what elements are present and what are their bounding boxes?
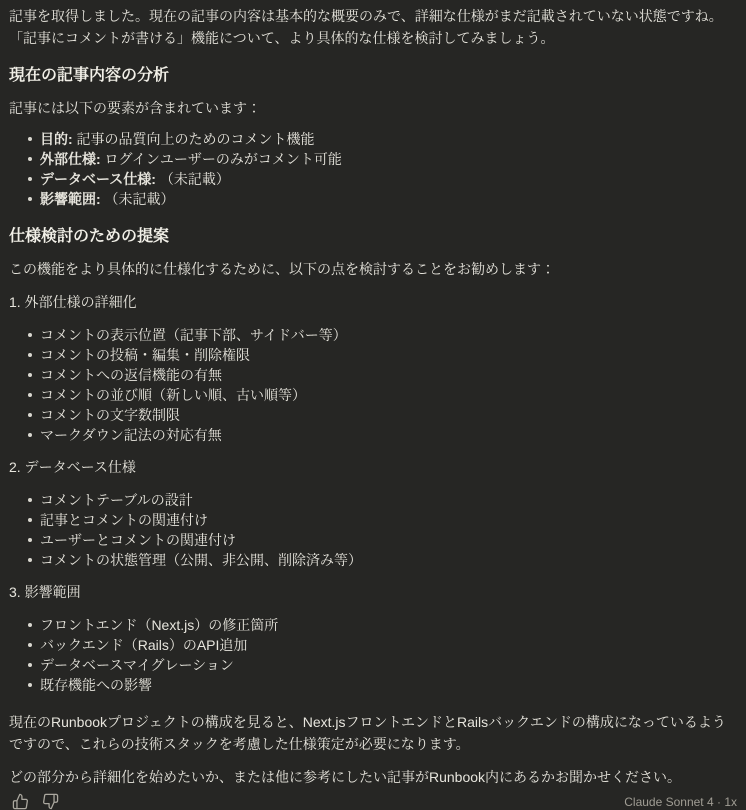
item-text: （未記載） <box>155 171 230 187</box>
list-item: コメントテーブルの設計 <box>40 490 737 510</box>
list-item: コメントの表示位置（記事下部、サイドバー等） <box>40 325 737 345</box>
list-item: 既存機能への影響 <box>40 675 737 695</box>
list-item <box>40 129 737 149</box>
list-item: 記事とコメントの関連付け <box>40 510 737 530</box>
list-item <box>40 189 737 209</box>
list-item <box>40 149 737 169</box>
list-item: コメントの投稿・編集・削除権限 <box>40 345 737 365</box>
proposal-heading: 仕様検討のための提案 <box>9 228 170 245</box>
item-label: 目的: <box>40 131 73 147</box>
list-item: コメントの状態管理（公開、非公開、削除済み等） <box>40 550 737 570</box>
database-spec-list <box>9 490 737 570</box>
list-item: バックエンド（Rails）のAPI追加 <box>40 635 737 655</box>
closing-paragraph: 現在のRunbookプロジェクトの構成を見ると、Next.jsフロントエンドとRailsバックエンドの構成になっているようですので、これらの技術スタックを考慮した仕様策定が必要になります。 <box>9 714 726 752</box>
list-item: コメントへの返信機能の有無 <box>40 365 737 385</box>
thumbs-up-button[interactable] <box>12 793 29 810</box>
impact-scope-list <box>9 615 737 695</box>
closing-question: どの部分から詳細化を始めたいか、または他に参考にしたい記事がRunbook内にあるかお聞かせください。 <box>9 769 682 785</box>
item-label: データベース仕様: <box>40 171 156 187</box>
list-item: マークダウン記法の対応有無 <box>40 425 737 445</box>
thumbs-down-icon <box>42 793 59 810</box>
list-item: ユーザーとコメントの関連付け <box>40 530 737 550</box>
model-label[interactable]: Claude Sonnet 4 · 1x <box>624 794 737 809</box>
proposal-lead: この機能をより具体的に仕様化するために、以下の点を検討することをお勧めします： <box>9 261 555 277</box>
analysis-list <box>9 129 737 209</box>
item-label: 外部仕様: <box>40 151 101 167</box>
group-title-external-spec: 1. 外部仕様の詳細化 <box>9 294 137 310</box>
intro-paragraph: 記事を取得しました。現在の記事の内容は基本的な概要のみで、詳細な仕様がまだ記載されていない状態ですね。「記事にコメントが書ける」機能について、より具体的な仕様を検討してみましょう。 <box>9 8 723 46</box>
feedback-controls <box>12 793 59 810</box>
group-title-impact-scope: 3. 影響範囲 <box>9 584 81 600</box>
list-item: コメントの文字数制限 <box>40 405 737 425</box>
thumbs-up-icon <box>12 793 29 810</box>
analysis-heading: 現在の記事内容の分析 <box>9 67 170 84</box>
item-text: （未記載） <box>100 191 175 207</box>
list-item <box>40 169 737 189</box>
thumbs-down-button[interactable] <box>42 793 59 810</box>
message-footer <box>0 788 746 810</box>
group-title-database-spec: 2. データベース仕様 <box>9 459 136 475</box>
list-item: フロントエンド（Next.js）の修正箇所 <box>40 615 737 635</box>
list-item: データベースマイグレーション <box>40 655 737 675</box>
external-spec-list <box>9 325 737 445</box>
item-label: 影響範囲: <box>40 191 101 207</box>
item-text: 記事の品質向上のためのコメント機能 <box>72 131 315 147</box>
analysis-lead: 記事には以下の要素が含まれています： <box>9 100 261 116</box>
item-text: ログインユーザーのみがコメント可能 <box>100 151 342 167</box>
list-item: コメントの並び順（新しい順、古い順等） <box>40 385 737 405</box>
